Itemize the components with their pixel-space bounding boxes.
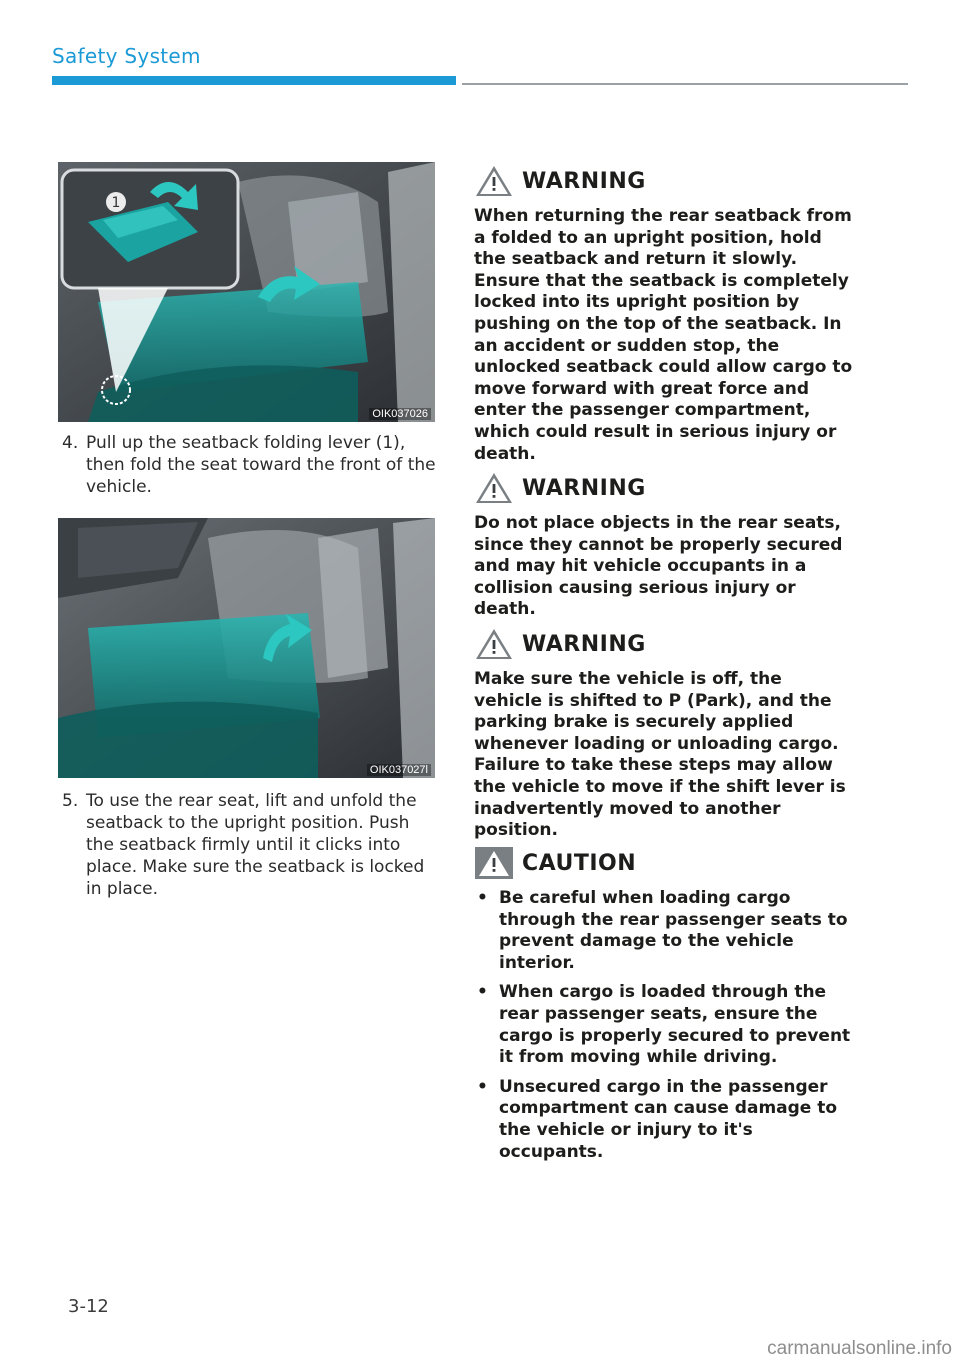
caution-text: When cargo is loaded through the rear passenger seats, ensure the cargo is properly secured to prevent it from moving while driving.	[499, 982, 851, 1068]
warning-icon	[474, 471, 514, 505]
figure-code: OIK037026	[369, 408, 431, 420]
notice-body: Do not place objects in the rear seats, since they cannot be properly secured and may hit vehicle occupants in a collision causing serious injury or death.	[474, 513, 843, 620]
bullet-marker: •	[477, 1076, 488, 1097]
bullet-marker: •	[477, 982, 488, 1003]
step-number: 5.	[62, 791, 79, 811]
bullet-marker: •	[477, 888, 488, 908]
seatback-lever-illustration	[58, 162, 435, 422]
list-item	[474, 982, 854, 1068]
step-4	[62, 432, 437, 498]
warning-notice-2	[474, 471, 854, 621]
warning-notice-1	[474, 164, 854, 465]
list-item	[474, 888, 854, 974]
step-5	[62, 790, 437, 900]
page-number: 3-12	[68, 1296, 109, 1317]
lever-callout-label: 1	[111, 195, 121, 211]
header-rule-accent	[52, 76, 456, 85]
seatback-folded-illustration	[58, 518, 435, 778]
header-rule	[462, 83, 908, 85]
notice-title: CAUTION	[522, 850, 637, 876]
figure-code: OIK037027l	[367, 764, 431, 776]
list-item	[474, 1077, 854, 1163]
watermark-link[interactable]: carmanualsonline.info	[767, 1338, 952, 1359]
notice-body: Make sure the vehicle is off, the vehicle is shifted to P (Park), and the parking brake is securely applied whenever loading or unloading cargo. Failure to take these steps may allow the vehicle to move if the shift lever is inadvertently moved to another position.	[474, 669, 846, 841]
caution-text: Be careful when loading cargo through the rear passenger seats to prevent damage to the vehicle interior.	[499, 888, 848, 973]
warning-icon	[474, 627, 514, 661]
figure-seatback-lever	[58, 162, 435, 422]
step-number: 4.	[62, 433, 79, 453]
section-title: Safety System	[52, 44, 201, 68]
notice-body: When returning the rear seatback from a folded to an upright position, hold the seatback and return it slowly. Ensure that the seatback is completely locked into its upright position by pushing on the top of the seatback. In an accident or sudden stop, the unlocked seatback could allow cargo to move forward with great force and enter the passenger compartment, which could result in serious injury or death.	[474, 206, 853, 464]
step-text: Pull up the seatback folding lever (1), then fold the seat toward the front of the vehicle.	[86, 433, 436, 497]
caution-icon	[474, 846, 514, 880]
notice-title: WARNING	[522, 168, 646, 194]
figure-seatback-folded	[58, 518, 435, 778]
warning-icon	[474, 164, 514, 198]
caution-notice	[474, 846, 854, 1171]
caution-text: Unsecured cargo in the passenger compartment can cause damage to the vehicle or injury to it's occupants.	[499, 1076, 838, 1162]
notice-title: WARNING	[522, 475, 646, 501]
notice-title: WARNING	[522, 631, 646, 657]
step-text: To use the rear seat, lift and unfold the seatback to the upright position. Push the seatback firmly until it clicks into place. Make sure the seatback is locked in place.	[86, 791, 425, 899]
warning-notice-3	[474, 627, 854, 842]
caution-list	[474, 888, 854, 1163]
